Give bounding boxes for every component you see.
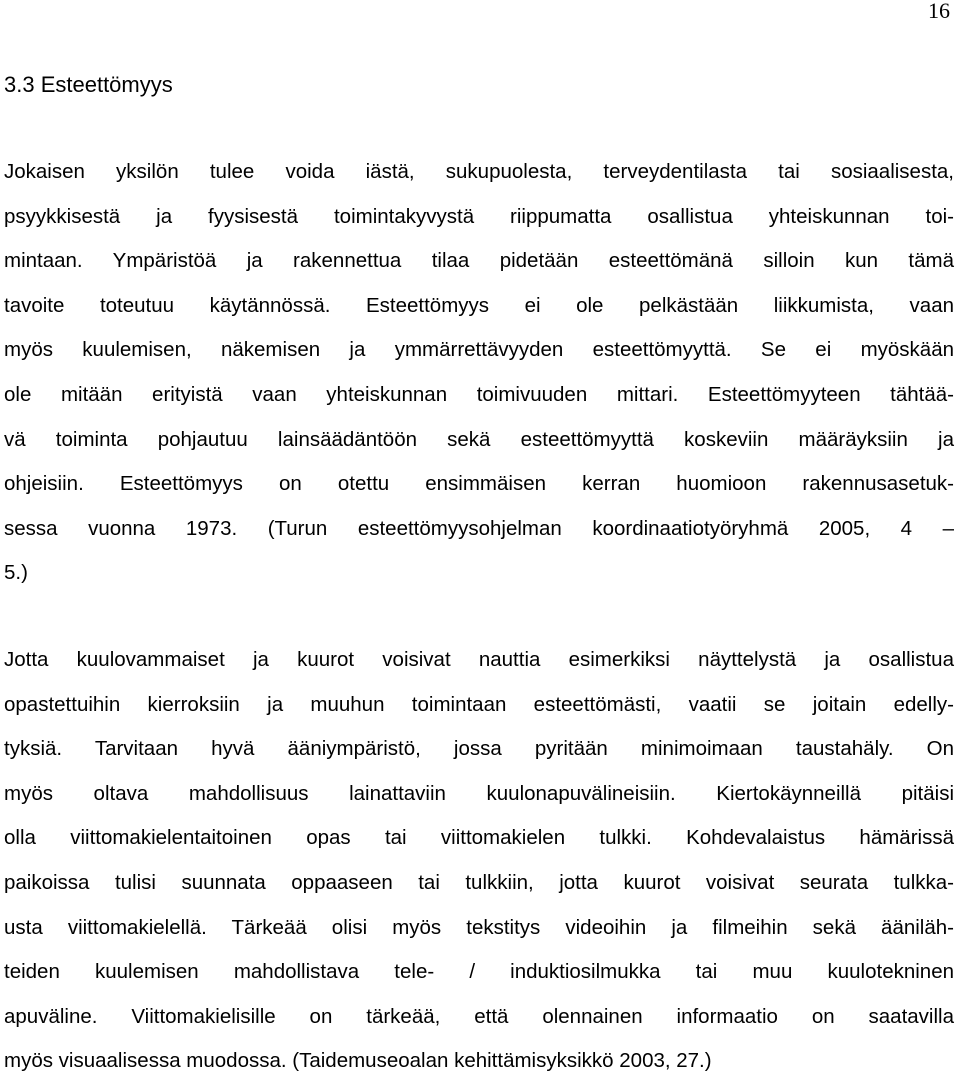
text-line: apuväline. Viittomakielisille on tärkeää, että olennainen informaatio on saatavilla [4,1004,954,1028]
text-line: tavoite toteutuu käytännössä. Esteettömyys ei ole pelkästään liikkumista, vaan [4,293,954,317]
text-line: ole mitään erityistä vaan yhteiskunnan toimivuuden mittari. Esteettömyyteen tähtää- [4,382,954,406]
text-line: olla viittomakielentaitoinen opas tai viittomakielen tulkki. Kohdevalaistus hämärissä [4,826,954,850]
text-line: paikoissa tulisi suunnata oppaaseen tai tulkkiin, jotta kuurot voisivat seurata tulkka- [4,870,954,894]
text-line: opastettuihin kierroksiin ja muuhun toimintaan esteettömästi, vaatii se joitain edelly- [4,692,954,716]
text-line: psyykkisestä ja fyysisestä toimintakyvystä riippumatta osallistua yhteiskunnan toi- [4,204,954,228]
text-line: tyksiä. Tarvitaan hyvä ääniympäristö, jossa pyritään minimoimaan taustahäly. On [4,737,954,761]
text-line: mintaan. Ympäristöä ja rakennettua tilaa pidetään esteettömänä silloin kun tämä [4,249,954,273]
text-line: sessa vuonna 1973. (Turun esteettömyysohjelman koordinaatiotyöryhmä 2005, 4 – [4,516,954,540]
text-line: Jokaisen yksilön tulee voida iästä, sukupuolesta, terveydentilasta tai sosiaalisesta, [4,160,954,183]
text-line: ohjeisiin. Esteettömyys on otettu ensimmäisen kerran huomioon rakennusasetuk- [4,472,954,496]
text-line: teiden kuulemisen mahdollistava tele- / induktiosilmukka tai muu kuulotekninen [4,960,954,984]
paragraph-accessibility-definition [4,150,954,596]
page-number: 16 [928,0,950,23]
section-heading: 3.3 Esteettömyys [4,72,173,97]
text-line: Jotta kuulovammaiset ja kuurot voisivat nauttia esimerkiksi näyttelystä ja osallistua [4,648,954,671]
text-line: usta viittomakielellä. Tärkeää olisi myös tekstitys videoihin ja filmeihin sekä ääniläh- [4,915,954,939]
paragraph-hearing-impaired [4,638,954,1084]
text-line: 5.) [4,561,28,585]
text-line: myös oltava mahdollisuus lainattaviin kuulonapuvälineisiin. Kiertokäynneillä pitäisi [4,781,954,805]
text-line: myös visuaalisessa muodossa. (Taidemuseoalan kehittämisyksikkö 2003, 27.) [4,1049,712,1073]
text-line: myös kuulemisen, näkemisen ja ymmärrettävyyden esteettömyyttä. Se ei myöskään [4,338,954,362]
text-line: vä toiminta pohjautuu lainsäädäntöön sekä esteettömyyttä koskeviin määräyksiin ja [4,427,954,451]
